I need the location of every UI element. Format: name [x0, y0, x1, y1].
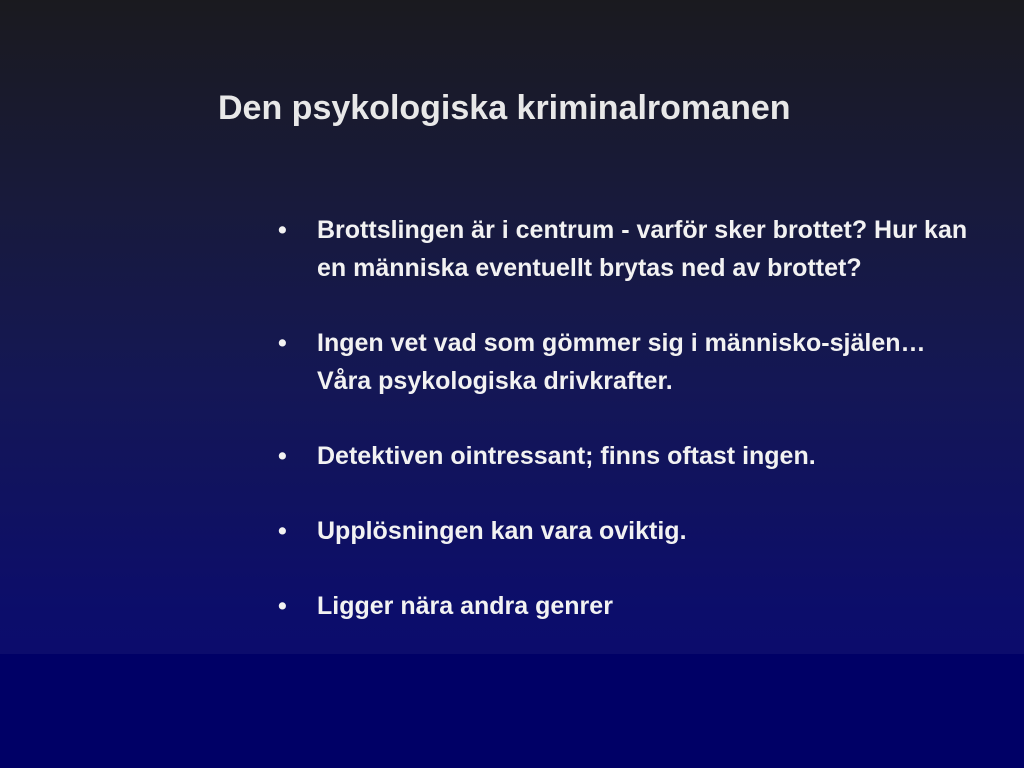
bullet-marker: • [278, 442, 287, 470]
bullet-item [278, 437, 978, 475]
bullet-text: Detektiven ointressant; finns oftast ingen. [317, 442, 816, 470]
slide-title: Den psykologiska kriminalromanen [218, 89, 791, 127]
bullet-marker: • [278, 216, 287, 244]
bullet-item [278, 324, 978, 400]
bullet-marker: • [278, 517, 287, 545]
bullet-item [278, 512, 978, 550]
bullet-text: Upplösningen kan vara oviktig. [317, 517, 687, 545]
bullet-item [278, 587, 978, 625]
background-bottom-band [0, 654, 1024, 768]
bullet-text: Brottslingen är i centrum - varför sker brottet? Hur kan en människa eventuellt brytas ned av brottet? [317, 216, 968, 282]
bullet-text: Ligger nära andra genrer [317, 592, 613, 620]
bullet-list [278, 211, 978, 662]
bullet-marker: • [278, 592, 287, 620]
bullet-item [278, 211, 978, 287]
bullet-text: Ingen vet vad som gömmer sig i människo-själen… Våra psykologiska drivkrafter. [317, 329, 926, 395]
bullet-marker: • [278, 329, 287, 357]
